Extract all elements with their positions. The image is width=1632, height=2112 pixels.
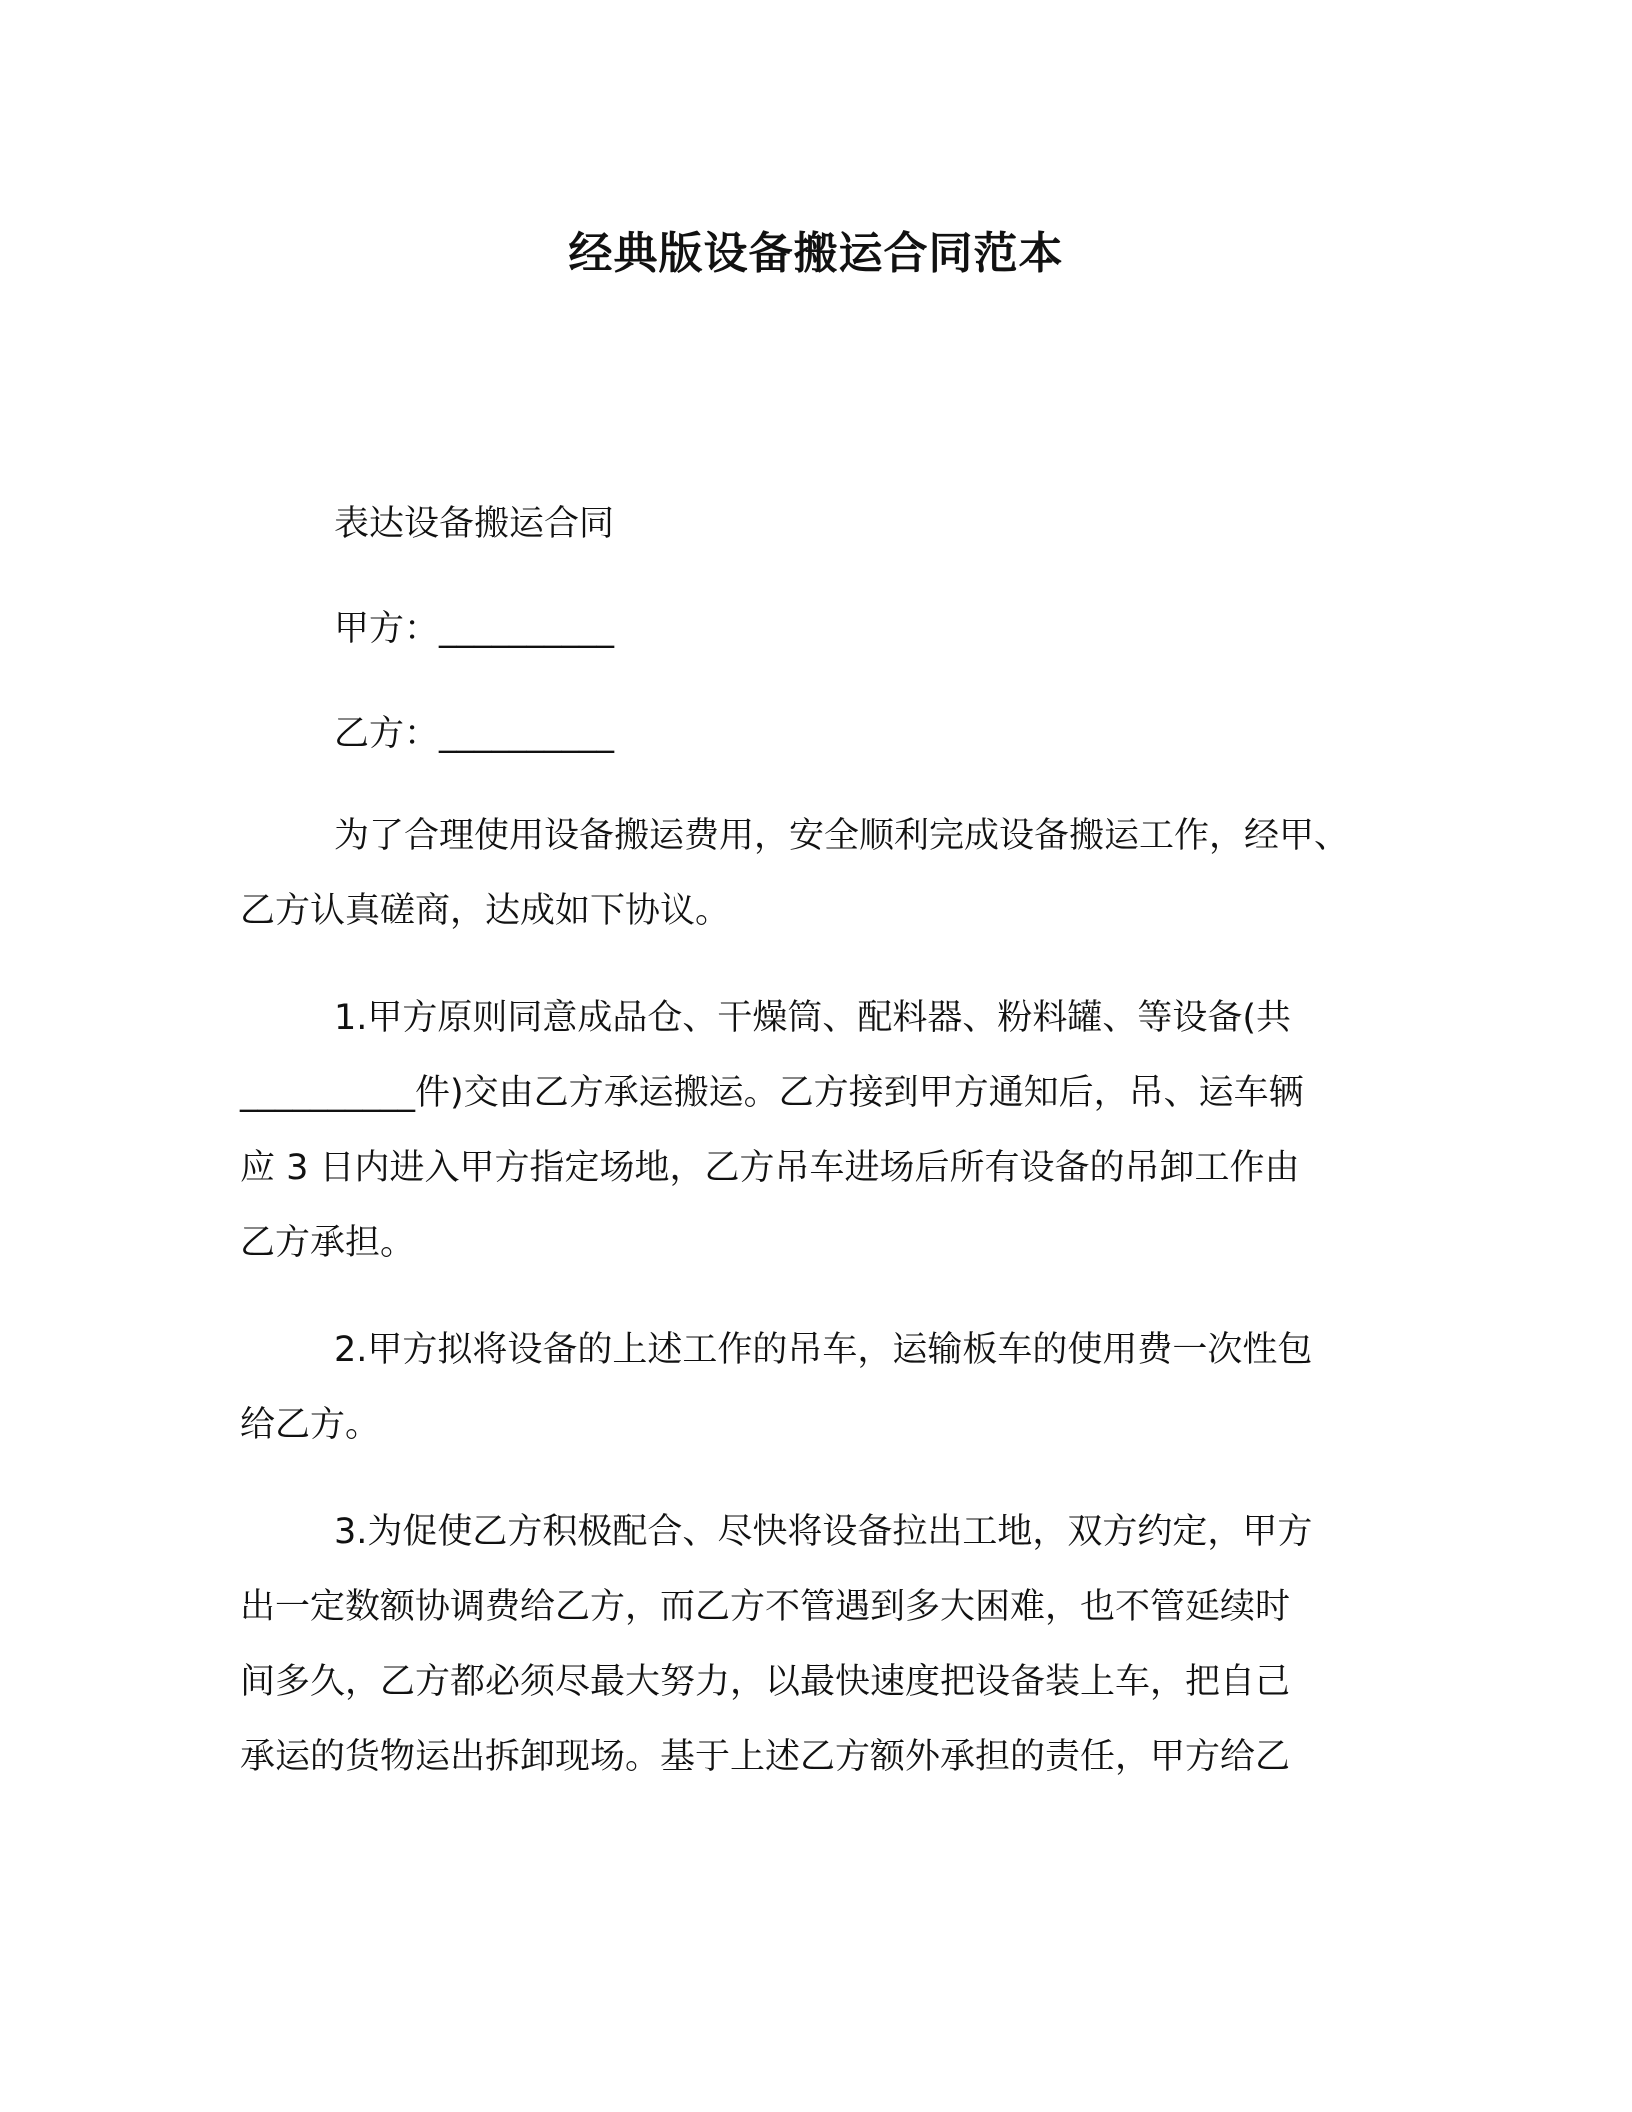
clause-1-line-4: 乙方承担。 (240, 1223, 416, 1263)
clause-3-line-3: 间多久，乙方都必须尽最大努力，以最快速度把设备装上车，把自己 (240, 1662, 1291, 1702)
clause-1-line-1: 1.甲方原则同意成品仓、干燥筒、配料器、粉料罐、等设备(共 (334, 998, 1292, 1038)
intro-paragraph-line-1: 为了合理使用设备搬运费用，安全顺利完成设备搬运工作，经甲、 (334, 816, 1350, 856)
document-title: 经典版设备搬运合同范本 (568, 228, 1064, 279)
clause-2-line-2: 给乙方。 (240, 1405, 381, 1445)
clause-1-line-3: 应 3 日内进入甲方指定场地，乙方吊车进场后所有设备的吊卸工作由 (240, 1148, 1300, 1188)
document-subtitle: 表达设备搬运合同 (334, 504, 615, 544)
clause-2-line-1: 2.甲方拟将设备的上述工作的吊车，运输板车的使用费一次性包 (334, 1330, 1313, 1370)
clause-3-line-2: 出一定数额协调费给乙方，而乙方不管遇到多大困难，也不管延续时 (240, 1587, 1291, 1627)
clause-3-line-4: 承运的货物运出拆卸现场。基于上述乙方额外承担的责任，甲方给乙 (240, 1737, 1291, 1777)
intro-paragraph-line-2: 乙方认真磋商，达成如下协议。 (240, 891, 731, 931)
party-a-line: 甲方：__________ (334, 609, 615, 649)
party-b-line: 乙方：__________ (334, 714, 615, 754)
clause-1-line-2: __________件)交由乙方承运搬运。乙方接到甲方通知后，吊、运车辆 (240, 1073, 1304, 1113)
clause-3-line-1: 3.为促使乙方积极配合、尽快将设备拉出工地，双方约定，甲方 (334, 1512, 1313, 1552)
